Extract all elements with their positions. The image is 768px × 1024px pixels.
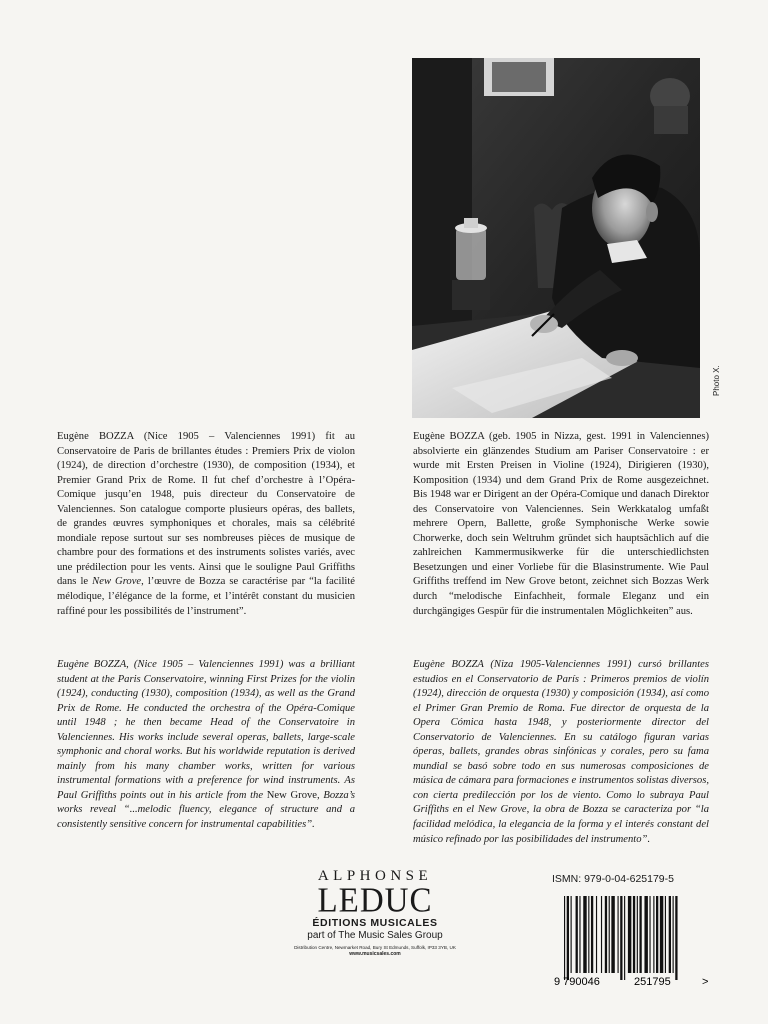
biography-french	[57, 430, 355, 619]
publisher-group: part of The Music Sales Group	[307, 930, 443, 941]
en-text-1: Eugène BOZZA, (Nice 1905 – Valenciennes 1991) was a brilliant student at the Paris Conservatoire, winning First Prizes for the violin (1924), conducting (1930), composition (1934), as well as the Grand Prix de Rome. He conducted the orchestra of the Opéra-Comique until 1948 ; he then became Head of the Conservatoire in Valenciennes. His works include several operas, ballets, large-scale symphonic and choral works. But his worldwide reputation is derived mainly from his many chamber works, written for various instrumental formations with a preference for wind instruments. As Paul Griffiths points out in his article from the	[57, 659, 355, 801]
barcode-bar	[637, 896, 638, 973]
barcode-bar	[618, 896, 619, 973]
barcode-bar	[675, 896, 677, 980]
barcode-bar	[579, 896, 580, 973]
barcode-bar	[611, 896, 614, 973]
en-text-2: , Bozza’s works reveal “...melodic fluency, elegance of structure and a consistently sensitive concern for instrumental capabilities”.	[57, 789, 355, 831]
es-text: Eugène BOZZA (Niza 1905-Valenciennes 1991) cursó brillantes estudios en el Conservatorio de París : Primeros premios de violín (1924), dirección de orquesta (1930) y composición (1934), así como el Primer Gran Premio de Roma. Fue director de orquesta de la Opera Cómica hasta 1948, y posteriormente director del Conservatorio de Valenciennes. En su catálogo figuran varias óperas, ballets, grandes obras sinfónicas y corales, pero su fama mundial se basó sobre todo en sus numerosas composiciones de música de cámara para formaciones e instrumentos solistas diversos, con cierta predilección por los de viento. Como lo subraya Paul Griffiths en el New Grove, la obra de Bozza se caracteriza por “la facilidad melódica, la elegancia de la forma y el interés constant del músico refinado por las posibilidades del instrumento”.	[413, 659, 709, 845]
barcode-digits-right: 251795	[634, 976, 671, 988]
barcode-bar	[669, 896, 671, 973]
barcode-digits-left: 9 790046	[554, 976, 600, 988]
logo-editions: ÉDITIONS MUSICALES	[312, 917, 438, 929]
barcode-bar	[571, 896, 572, 973]
barcode-bar	[620, 896, 622, 980]
en-new-grove: New Grove	[266, 789, 317, 801]
barcode-tail: >	[702, 976, 709, 988]
barcode-bars	[564, 896, 678, 980]
barcode-bar	[591, 896, 593, 973]
publisher-address: Distribution Centre, Newmarket Road, Bury St Edmunds, Suffolk, IP33 3YB, UK	[294, 945, 456, 950]
biography-english	[57, 658, 355, 833]
ismn-number: ISMN: 979-0-04-625179-5	[552, 873, 674, 885]
photo-credit: Photo X.	[712, 365, 721, 396]
publisher-logo	[270, 868, 480, 958]
biography-spanish	[413, 658, 709, 847]
barcode-bar	[649, 896, 650, 973]
barcode-bar	[609, 896, 610, 973]
barcode-bar	[656, 896, 658, 973]
barcode-bar	[639, 896, 641, 973]
barcode-bar	[633, 896, 635, 973]
barcode-bar	[628, 896, 631, 973]
barcode-bar	[660, 896, 663, 973]
barcode-bar	[665, 896, 666, 973]
barcode-bar	[624, 896, 625, 980]
fr-text-2: , l’œuvre de Bozza se caractérise par “la facilité mélodique, l’élégance de la forme, et l’intérêt constant du musicien raffiné pour les possibilités de l’instrument”.	[57, 576, 355, 617]
portrait-photo	[412, 58, 700, 418]
fr-text-1: Eugène BOZZA (Nice 1905 – Valenciennes 1991) fit au Conservatoire de Paris de brillantes études : Premiers Prix de violon (1924), de direction d’orchestre (1930), de composition (1934), et Premier Grand Prix de Rome. Il fut chef d’orchestre à l’Opéra-Comique jusqu’en 1948, puis directeur du Conservatoire de Valenciennes. Son catalogue comporte plusieurs opéras, des ballets, de grandes œuvres symphoniques et chorales, mais sa célébrité mondiale repose surtout sur ses nombreuses pièces de musique de chambre pour des formations et des instruments solistes variés, avec une prédilection pour les vents. Ainsi que le souligne Paul Griffiths dans le	[57, 431, 355, 588]
barcode-bar	[644, 896, 647, 973]
barcode-bar	[596, 896, 597, 973]
barcode-bar	[653, 896, 654, 973]
barcode-bar	[605, 896, 607, 973]
barcode-bar	[673, 896, 674, 973]
barcode-bar	[583, 896, 586, 973]
barcode-bar	[567, 896, 569, 980]
de-text: Eugène BOZZA (geb. 1905 in Nizza, gest. 1991 in Valenciennes) absolvierte ein glänzendes Studium am Pariser Conservatoire : er wurde mit Ersten Preisen in Violine (1924), Dirigieren (1930), Komposition (1934) und dem Grand Prix de Rome ausgezeichnet. Bis 1948 war er Dirigent an der Opéra-Comique und danach Direktor des Conservatoire von Valenciennes. Sein Werkkatalog umfaßt mehrere Opern, Ballette, große Symphonische Werke sowie Chorwerke, doch sein Weltruhm gründet sich hauptsächlich auf die zahlreichen Kammermusikwerke für die unterschiedlichsten Besetzungen und einer Vorliebe für die Blasinstrumente. Wie Paul Griffiths treffend im New Grove betont, zeichnet sich Bozzas Werk durch “melodische Einfachheit, formale Eleganz und ein durchgängiges Gespür für die instrumentalen Möglichkeiten” aus.	[413, 431, 709, 617]
barcode-bar	[601, 896, 602, 973]
barcode	[550, 896, 715, 988]
barcode-bar	[588, 896, 589, 973]
logo-leduc: LEDUC	[317, 882, 433, 920]
publisher-website: www.musicsales.com	[349, 951, 401, 957]
fr-new-grove: New Grove	[92, 576, 142, 588]
barcode-bar	[564, 896, 565, 980]
logo-alphonse: ALPHONSE	[317, 868, 433, 884]
barcode-bar	[576, 896, 578, 973]
biography-german	[413, 430, 709, 619]
